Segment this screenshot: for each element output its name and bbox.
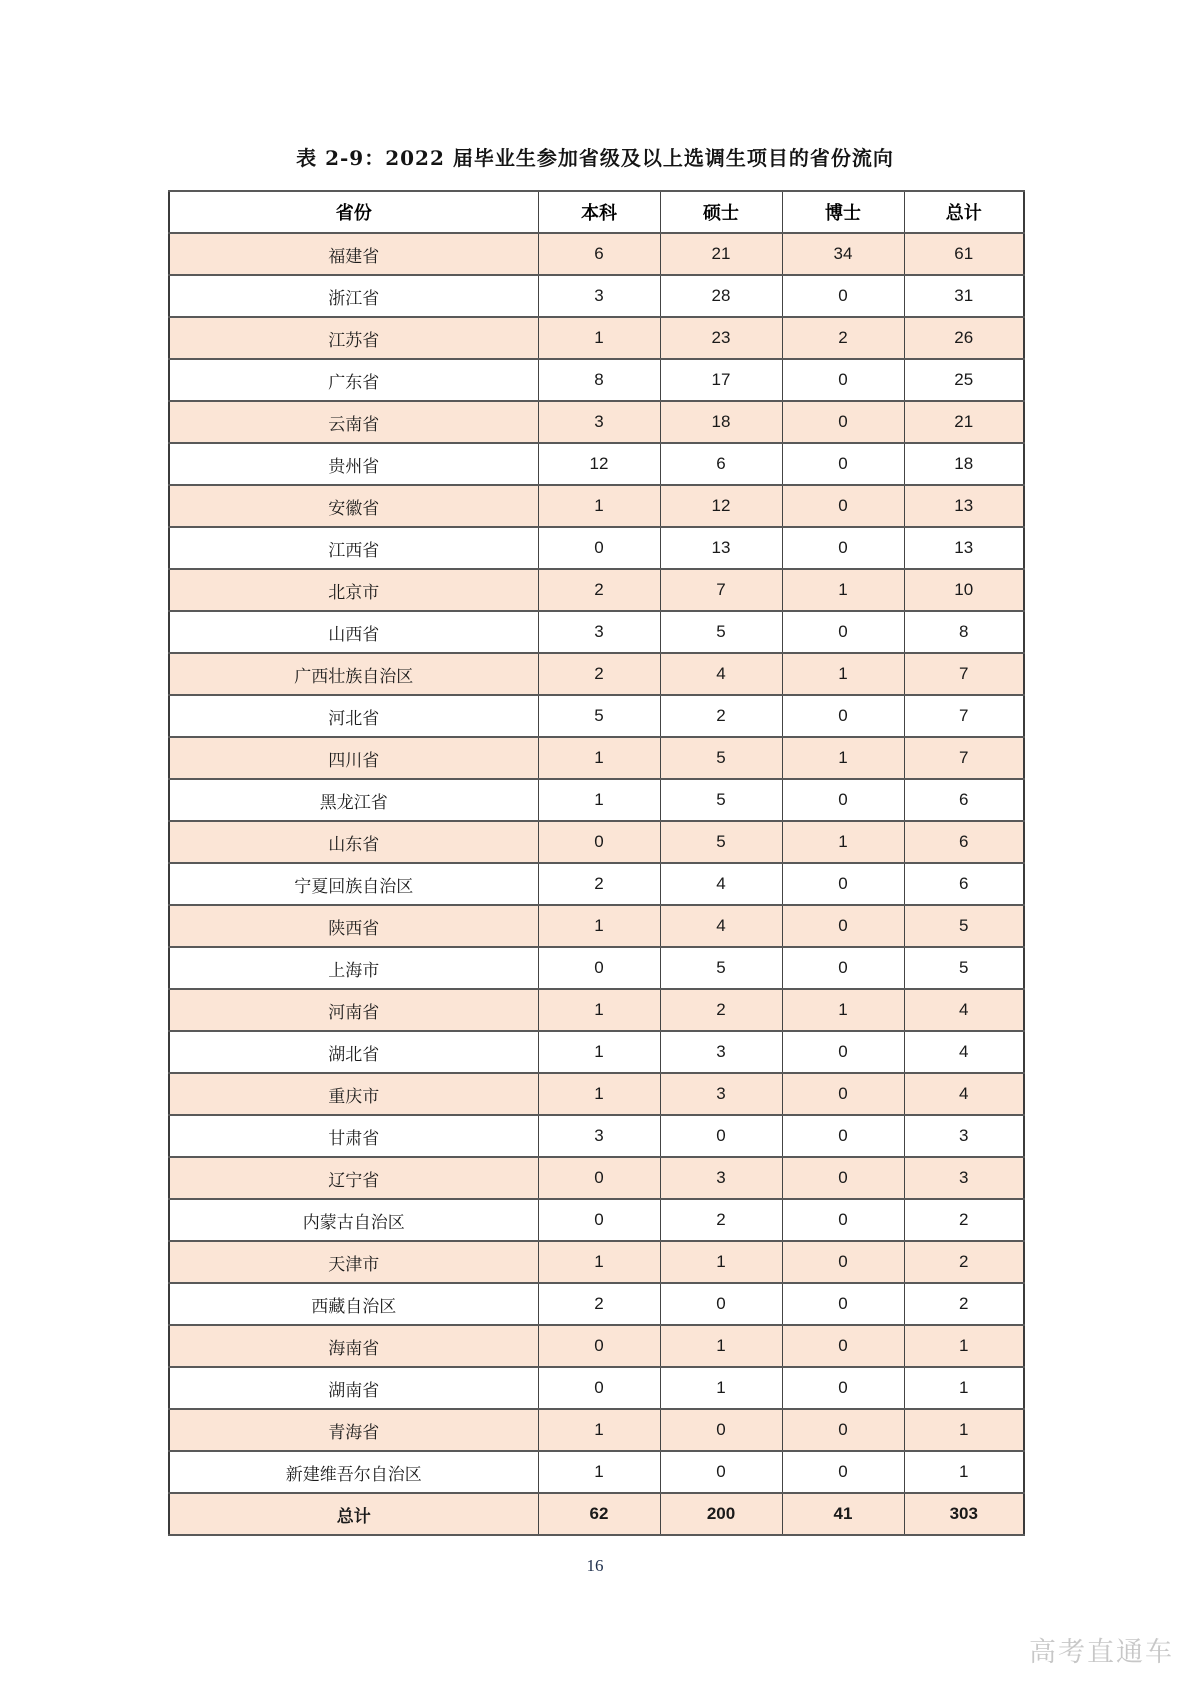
value-cell: 7 bbox=[904, 737, 1024, 779]
value-cell: 0 bbox=[782, 401, 904, 443]
value-cell: 4 bbox=[660, 905, 782, 947]
value-cell: 1 bbox=[782, 989, 904, 1031]
table-row bbox=[169, 863, 1024, 905]
table-row bbox=[169, 443, 1024, 485]
value-cell: 0 bbox=[660, 1409, 782, 1451]
value-cell: 21 bbox=[660, 233, 782, 275]
value-cell: 6 bbox=[538, 233, 660, 275]
province-cell: 甘肃省 bbox=[169, 1115, 538, 1157]
value-cell: 2 bbox=[660, 1199, 782, 1241]
value-cell: 1 bbox=[538, 737, 660, 779]
value-cell: 5 bbox=[904, 947, 1024, 989]
value-cell: 1 bbox=[538, 1241, 660, 1283]
province-cell: 青海省 bbox=[169, 1409, 538, 1451]
value-cell: 0 bbox=[782, 1451, 904, 1493]
value-cell: 0 bbox=[782, 1367, 904, 1409]
province-cell: 山东省 bbox=[169, 821, 538, 863]
value-cell: 5 bbox=[538, 695, 660, 737]
value-cell: 5 bbox=[660, 779, 782, 821]
value-cell: 1 bbox=[904, 1367, 1024, 1409]
value-cell: 5 bbox=[660, 737, 782, 779]
value-cell: 0 bbox=[660, 1451, 782, 1493]
value-cell: 12 bbox=[538, 443, 660, 485]
province-cell: 西藏自治区 bbox=[169, 1283, 538, 1325]
value-cell: 5 bbox=[660, 821, 782, 863]
province-cell: 宁夏回族自治区 bbox=[169, 863, 538, 905]
value-cell: 0 bbox=[782, 1325, 904, 1367]
table-row bbox=[169, 1157, 1024, 1199]
value-cell: 13 bbox=[660, 527, 782, 569]
value-cell: 0 bbox=[782, 695, 904, 737]
value-cell: 7 bbox=[904, 653, 1024, 695]
value-cell: 1 bbox=[660, 1325, 782, 1367]
value-cell: 2 bbox=[538, 653, 660, 695]
value-cell: 2 bbox=[660, 989, 782, 1031]
value-cell: 0 bbox=[538, 1199, 660, 1241]
table-row bbox=[169, 779, 1024, 821]
value-cell: 0 bbox=[538, 527, 660, 569]
province-cell: 重庆市 bbox=[169, 1073, 538, 1115]
value-cell: 3 bbox=[660, 1157, 782, 1199]
value-cell: 2 bbox=[904, 1283, 1024, 1325]
value-cell: 4 bbox=[660, 863, 782, 905]
table-row bbox=[169, 653, 1024, 695]
value-cell: 5 bbox=[660, 611, 782, 653]
column-header-doctor: 博士 bbox=[782, 191, 904, 233]
province-cell: 云南省 bbox=[169, 401, 538, 443]
column-header-province: 省份 bbox=[169, 191, 538, 233]
province-cell: 浙江省 bbox=[169, 275, 538, 317]
table-row bbox=[169, 947, 1024, 989]
province-cell: 江西省 bbox=[169, 527, 538, 569]
table-row bbox=[169, 989, 1024, 1031]
value-cell: 0 bbox=[782, 1073, 904, 1115]
value-cell: 25 bbox=[904, 359, 1024, 401]
value-cell: 0 bbox=[782, 863, 904, 905]
value-cell: 0 bbox=[782, 359, 904, 401]
value-cell: 0 bbox=[782, 1157, 904, 1199]
value-cell: 200 bbox=[660, 1493, 782, 1535]
table-row bbox=[169, 527, 1024, 569]
value-cell: 3 bbox=[538, 401, 660, 443]
value-cell: 0 bbox=[782, 779, 904, 821]
province-cell: 新建维吾尔自治区 bbox=[169, 1451, 538, 1493]
value-cell: 1 bbox=[538, 905, 660, 947]
value-cell: 23 bbox=[660, 317, 782, 359]
value-cell: 1 bbox=[904, 1451, 1024, 1493]
page-number: 16 bbox=[586, 1556, 604, 1575]
table-row bbox=[169, 485, 1024, 527]
value-cell: 303 bbox=[904, 1493, 1024, 1535]
value-cell: 0 bbox=[538, 1325, 660, 1367]
value-cell: 1 bbox=[538, 1073, 660, 1115]
value-cell: 1 bbox=[538, 1409, 660, 1451]
total-label-cell: 总计 bbox=[169, 1493, 538, 1535]
value-cell: 5 bbox=[904, 905, 1024, 947]
column-header-total: 总计 bbox=[904, 191, 1024, 233]
value-cell: 1 bbox=[538, 779, 660, 821]
value-cell: 6 bbox=[904, 863, 1024, 905]
value-cell: 1 bbox=[782, 821, 904, 863]
province-cell: 湖南省 bbox=[169, 1367, 538, 1409]
value-cell: 0 bbox=[782, 1031, 904, 1073]
value-cell: 61 bbox=[904, 233, 1024, 275]
value-cell: 0 bbox=[782, 905, 904, 947]
value-cell: 4 bbox=[904, 1073, 1024, 1115]
province-cell: 内蒙古自治区 bbox=[169, 1199, 538, 1241]
value-cell: 17 bbox=[660, 359, 782, 401]
value-cell: 4 bbox=[904, 989, 1024, 1031]
column-header-master: 硕士 bbox=[660, 191, 782, 233]
value-cell: 2 bbox=[782, 317, 904, 359]
value-cell: 1 bbox=[538, 485, 660, 527]
value-cell: 12 bbox=[660, 485, 782, 527]
value-cell: 3 bbox=[538, 611, 660, 653]
value-cell: 31 bbox=[904, 275, 1024, 317]
value-cell: 1 bbox=[782, 569, 904, 611]
value-cell: 0 bbox=[782, 1115, 904, 1157]
province-cell: 河南省 bbox=[169, 989, 538, 1031]
value-cell: 0 bbox=[660, 1115, 782, 1157]
value-cell: 8 bbox=[904, 611, 1024, 653]
value-cell: 0 bbox=[782, 1409, 904, 1451]
value-cell: 0 bbox=[782, 1241, 904, 1283]
value-cell: 26 bbox=[904, 317, 1024, 359]
table-row bbox=[169, 737, 1024, 779]
value-cell: 7 bbox=[904, 695, 1024, 737]
province-cell: 辽宁省 bbox=[169, 1157, 538, 1199]
table-row bbox=[169, 1451, 1024, 1493]
value-cell: 0 bbox=[538, 821, 660, 863]
value-cell: 41 bbox=[782, 1493, 904, 1535]
value-cell: 3 bbox=[904, 1115, 1024, 1157]
table-row bbox=[169, 1241, 1024, 1283]
table-row bbox=[169, 1031, 1024, 1073]
province-cell: 安徽省 bbox=[169, 485, 538, 527]
value-cell: 1 bbox=[660, 1367, 782, 1409]
value-cell: 2 bbox=[538, 1283, 660, 1325]
value-cell: 0 bbox=[782, 1283, 904, 1325]
table-row bbox=[169, 359, 1024, 401]
value-cell: 1 bbox=[782, 653, 904, 695]
value-cell: 1 bbox=[904, 1409, 1024, 1451]
value-cell: 3 bbox=[660, 1031, 782, 1073]
province-cell: 福建省 bbox=[169, 233, 538, 275]
value-cell: 0 bbox=[538, 1157, 660, 1199]
province-cell: 四川省 bbox=[169, 737, 538, 779]
value-cell: 2 bbox=[538, 863, 660, 905]
value-cell: 7 bbox=[660, 569, 782, 611]
province-cell: 江苏省 bbox=[169, 317, 538, 359]
value-cell: 10 bbox=[904, 569, 1024, 611]
value-cell: 2 bbox=[904, 1241, 1024, 1283]
table-row bbox=[169, 401, 1024, 443]
value-cell: 1 bbox=[660, 1241, 782, 1283]
value-cell: 2 bbox=[538, 569, 660, 611]
province-cell: 河北省 bbox=[169, 695, 538, 737]
province-cell: 广东省 bbox=[169, 359, 538, 401]
province-cell: 天津市 bbox=[169, 1241, 538, 1283]
value-cell: 1 bbox=[538, 1031, 660, 1073]
value-cell: 18 bbox=[904, 443, 1024, 485]
watermark: 高考直通车 bbox=[1029, 1637, 1174, 1667]
table-row bbox=[169, 695, 1024, 737]
value-cell: 34 bbox=[782, 233, 904, 275]
value-cell: 13 bbox=[904, 485, 1024, 527]
value-cell: 8 bbox=[538, 359, 660, 401]
table-row bbox=[169, 1073, 1024, 1115]
value-cell: 3 bbox=[538, 275, 660, 317]
table-row bbox=[169, 317, 1024, 359]
table-row bbox=[169, 1409, 1024, 1451]
table-row bbox=[169, 233, 1024, 275]
value-cell: 3 bbox=[538, 1115, 660, 1157]
value-cell: 0 bbox=[782, 443, 904, 485]
table-row bbox=[169, 275, 1024, 317]
value-cell: 1 bbox=[538, 317, 660, 359]
value-cell: 1 bbox=[782, 737, 904, 779]
value-cell: 0 bbox=[538, 947, 660, 989]
province-cell: 北京市 bbox=[169, 569, 538, 611]
value-cell: 28 bbox=[660, 275, 782, 317]
value-cell: 1 bbox=[538, 1451, 660, 1493]
province-cell: 陕西省 bbox=[169, 905, 538, 947]
table-row bbox=[169, 1325, 1024, 1367]
province-cell: 湖北省 bbox=[169, 1031, 538, 1073]
table-row bbox=[169, 1199, 1024, 1241]
value-cell: 0 bbox=[660, 1283, 782, 1325]
value-cell: 0 bbox=[782, 947, 904, 989]
value-cell: 1 bbox=[538, 989, 660, 1031]
table-row bbox=[169, 1115, 1024, 1157]
value-cell: 0 bbox=[782, 275, 904, 317]
value-cell: 5 bbox=[660, 947, 782, 989]
value-cell: 2 bbox=[904, 1199, 1024, 1241]
value-cell: 0 bbox=[782, 611, 904, 653]
province-cell: 广西壮族自治区 bbox=[169, 653, 538, 695]
province-cell: 上海市 bbox=[169, 947, 538, 989]
province-cell: 山西省 bbox=[169, 611, 538, 653]
table-title: 表 2-9：2022 届毕业生参加省级及以上选调生项目的省份流向 bbox=[296, 146, 894, 170]
value-cell: 13 bbox=[904, 527, 1024, 569]
header-row bbox=[169, 191, 1024, 233]
table-row bbox=[169, 569, 1024, 611]
value-cell: 18 bbox=[660, 401, 782, 443]
column-header-bachelor: 本科 bbox=[538, 191, 660, 233]
table-row bbox=[169, 1283, 1024, 1325]
total-row bbox=[169, 1493, 1024, 1535]
value-cell: 3 bbox=[660, 1073, 782, 1115]
province-cell: 海南省 bbox=[169, 1325, 538, 1367]
province-flow-table bbox=[168, 190, 1025, 1536]
value-cell: 21 bbox=[904, 401, 1024, 443]
province-cell: 黑龙江省 bbox=[169, 779, 538, 821]
value-cell: 6 bbox=[904, 821, 1024, 863]
value-cell: 0 bbox=[782, 485, 904, 527]
value-cell: 0 bbox=[782, 527, 904, 569]
table-row bbox=[169, 1367, 1024, 1409]
value-cell: 0 bbox=[782, 1199, 904, 1241]
value-cell: 6 bbox=[660, 443, 782, 485]
table-row bbox=[169, 905, 1024, 947]
value-cell: 62 bbox=[538, 1493, 660, 1535]
value-cell: 3 bbox=[904, 1157, 1024, 1199]
table-row bbox=[169, 821, 1024, 863]
value-cell: 4 bbox=[660, 653, 782, 695]
province-cell: 贵州省 bbox=[169, 443, 538, 485]
table-row bbox=[169, 611, 1024, 653]
value-cell: 2 bbox=[660, 695, 782, 737]
value-cell: 1 bbox=[904, 1325, 1024, 1367]
value-cell: 0 bbox=[538, 1367, 660, 1409]
value-cell: 6 bbox=[904, 779, 1024, 821]
value-cell: 4 bbox=[904, 1031, 1024, 1073]
